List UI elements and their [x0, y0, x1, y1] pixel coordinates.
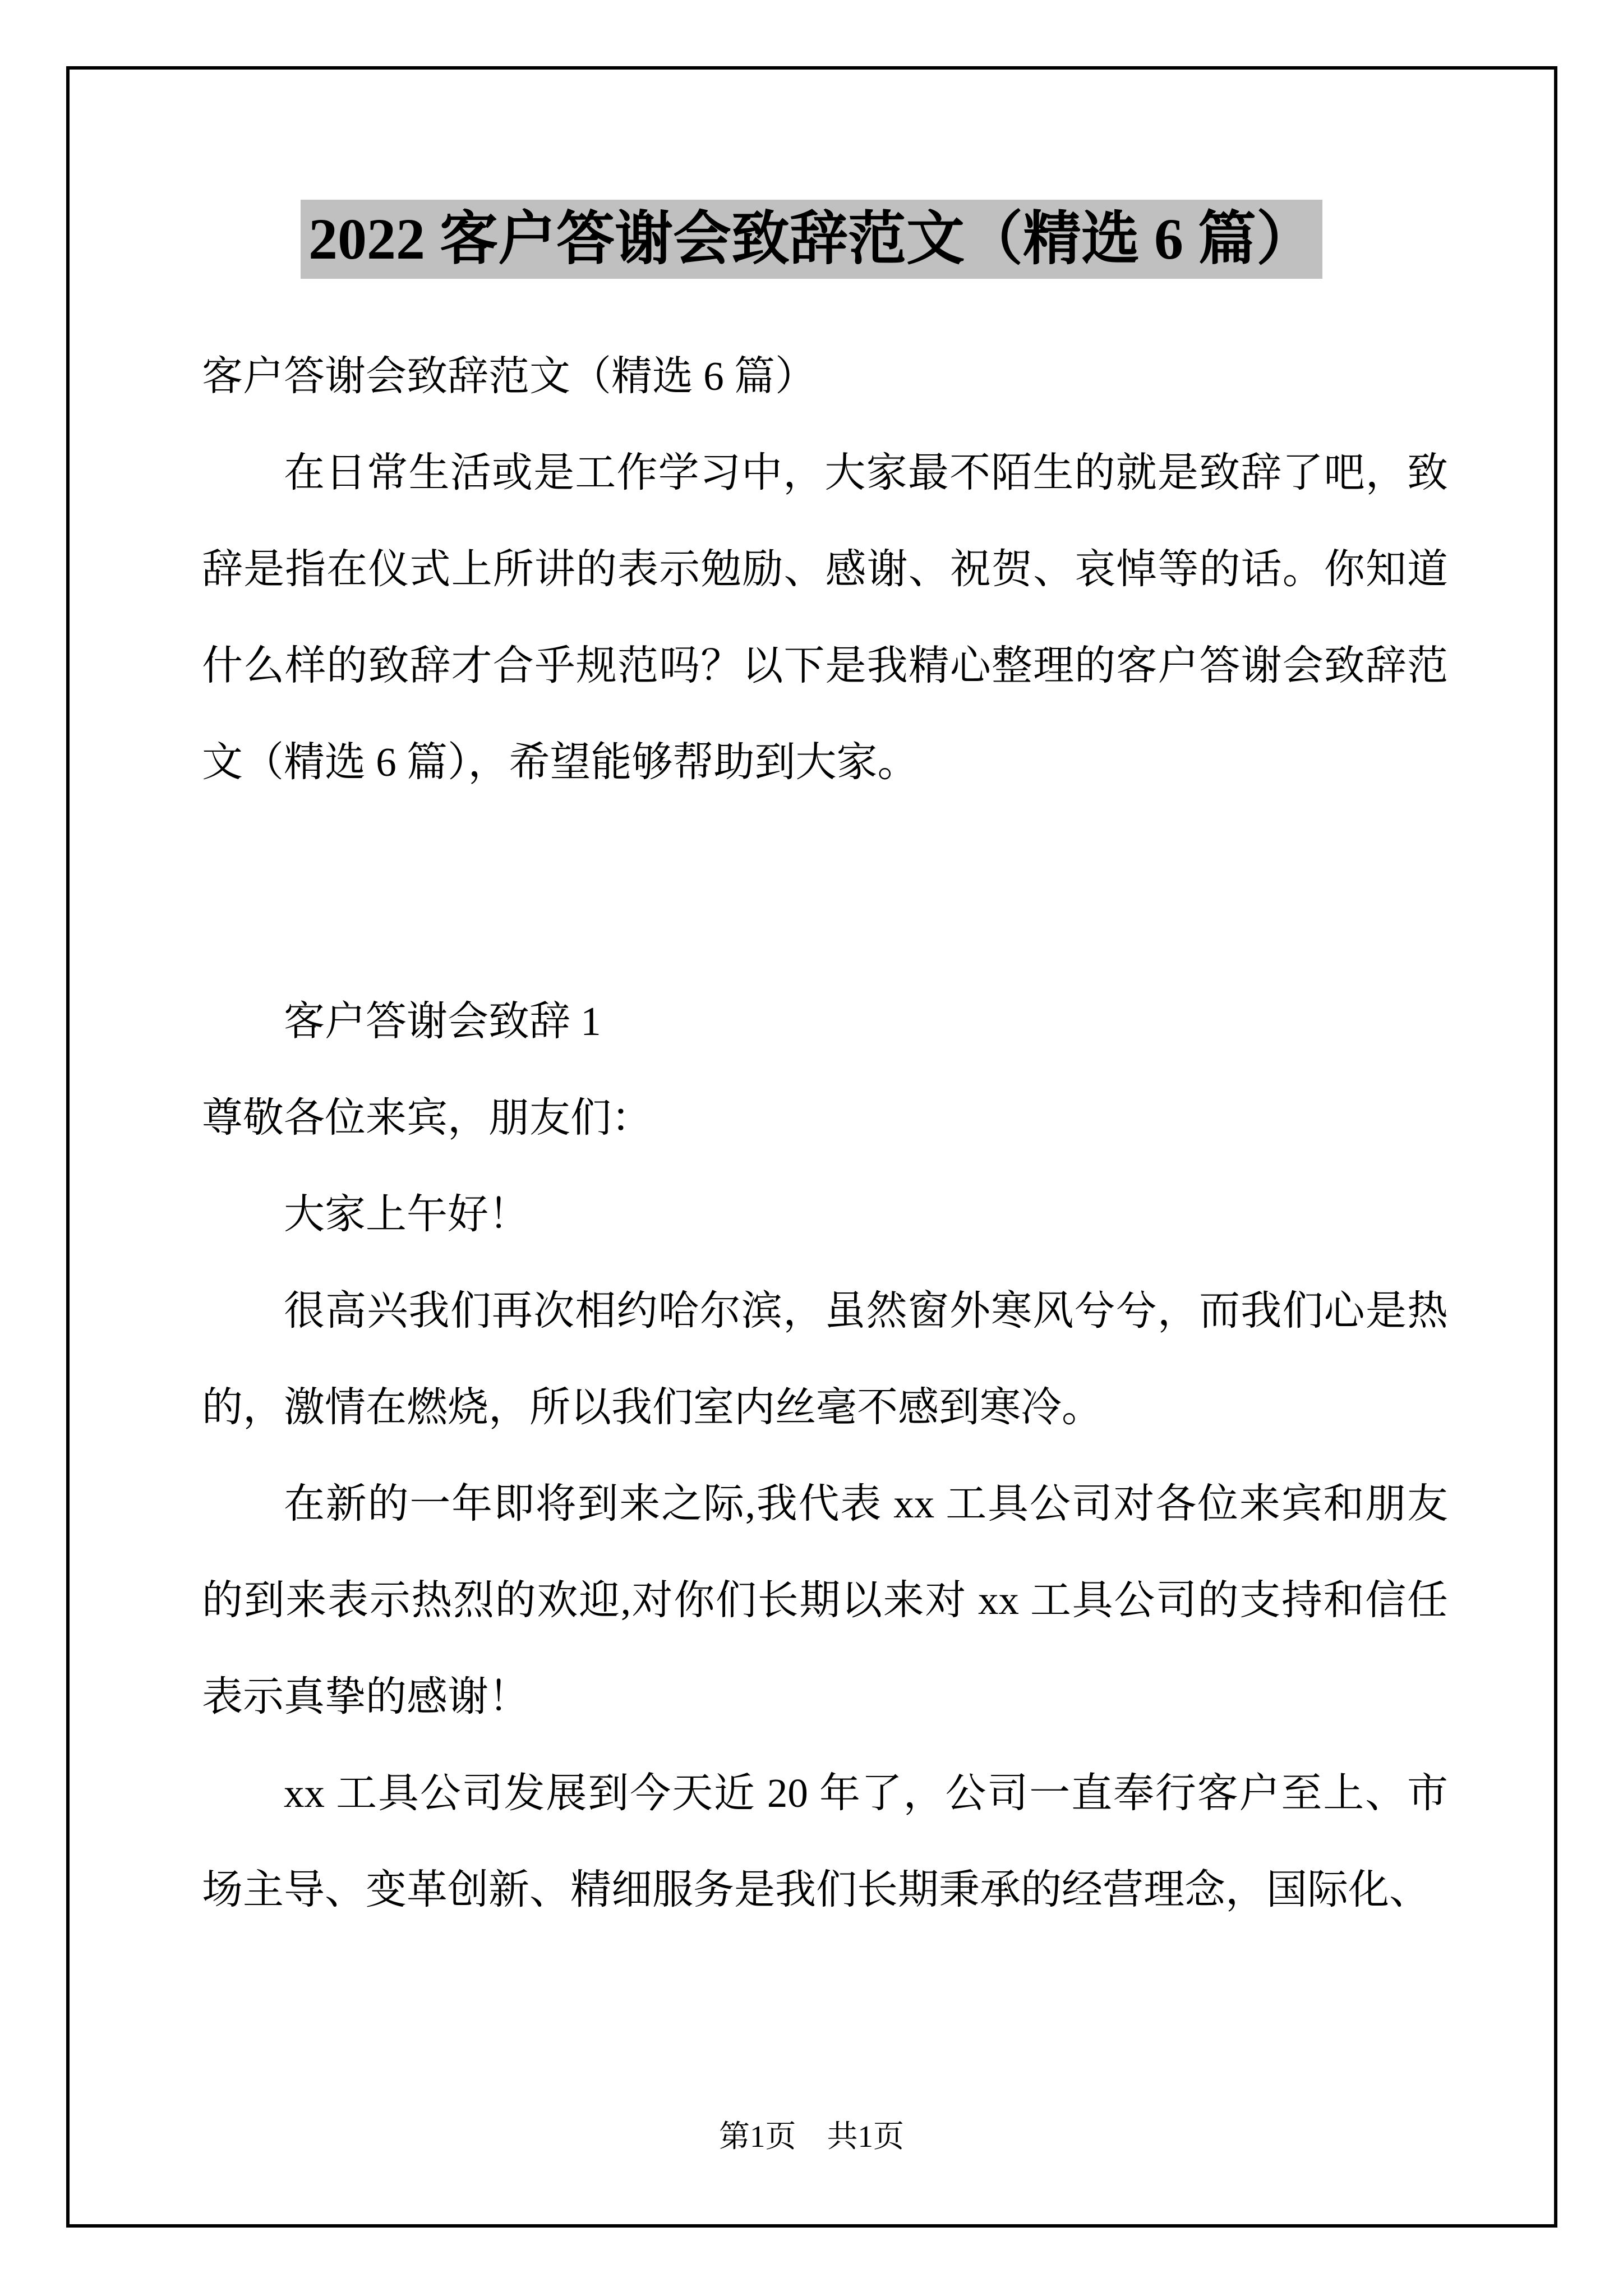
footer-current-page: 第1页: [718, 2119, 796, 2154]
document-title: 2022 客户答谢会致辞范文（精选 6 篇）: [301, 200, 1322, 279]
footer-total-pages: 共1页: [827, 2119, 905, 2154]
blank-line: [202, 811, 1448, 973]
paragraph: 客户答谢会致辞范文（精选 6 篇）: [202, 353, 816, 399]
page-footer: [0, 2119, 1623, 2154]
paragraph: 在日常生活或是工作学习中，大家最不陌生的就是致辞了吧，致辞是指在仪式上所讲的表示勉励、感谢、祝贺、哀悼等的话。你知道什么样的致辞才合乎规范吗？以下是我精心整理的客户答谢会致辞范文（精选 6 篇），希望能够帮助到大家。: [202, 450, 1448, 785]
paragraph: 很高兴我们再次相约哈尔滨，虽然窗外寒风兮兮，而我们心是热的，激情在燃烧，所以我们室内丝毫不感到寒冷。: [202, 1288, 1448, 1430]
document-title-row: [0, 200, 1623, 279]
paragraph: 大家上午好！: [284, 1191, 529, 1237]
paragraph: xx 工具公司发展到今天近 20 年了，公司一直奉行客户至上、市场主导、变革创新、精细服务是我们长期秉承的经营理念，国际化、: [202, 1770, 1448, 1912]
document-body: [202, 328, 1448, 1938]
paragraph: 客户答谢会致辞 1: [284, 999, 601, 1044]
paragraph: 尊敬各位来宾，朋友们：: [202, 1095, 652, 1140]
paragraph: 在新的一年即将到来之际,我代表 xx 工具公司对各位来宾和朋友的到来表示热烈的欢迎,对你们长期以来对 xx 工具公司的支持和信任表示真挚的感谢！: [202, 1481, 1448, 1719]
